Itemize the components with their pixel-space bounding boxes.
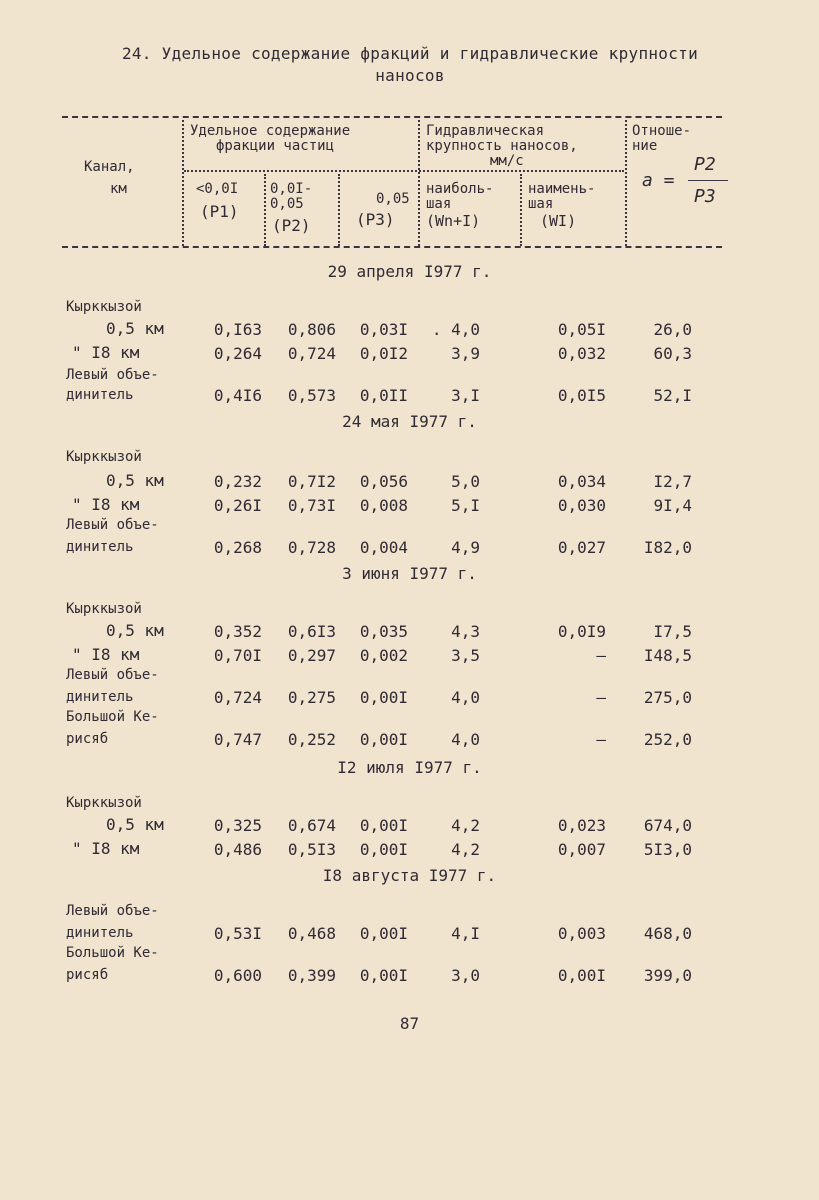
cell-p1: 0,53I [213,924,262,943]
header-hydraulic: Гидравлическая [426,123,545,139]
row-name: 0,5 км [106,471,164,490]
cell-p2: 0,724 [287,344,336,363]
cell-p3: 0,00I [359,966,408,985]
header-divider [338,174,340,246]
cell-wmin: 0,00I [557,966,606,985]
header-min-symbol: (WI) [540,212,577,230]
cell-p1: 0,747 [213,730,262,749]
cell-wmin: 0,027 [557,538,606,557]
cell-wmin: 0,034 [557,472,606,491]
cell-p1: 0,264 [213,344,262,363]
cell-p2: 0,399 [287,966,336,985]
cell-wmin: 0,0I5 [557,386,606,405]
cell-p2: 0,6I3 [287,622,336,641]
cell-a: 52,I [653,386,692,405]
cell-wmin: 0,007 [557,840,606,859]
cell-wmin: 0,030 [557,496,606,515]
cell-p3: 0,00I [359,816,408,835]
row-name: " I8 км [72,839,140,858]
table-title: 24. Удельное содержание фракций и гидравлические крупности [121,44,699,63]
cell-p1: 0,4I6 [213,386,262,405]
cell-a: I48,5 [643,646,692,665]
header-fraction-3: 0,05 [376,191,410,207]
cell-wmin: – [596,688,606,707]
header-ratio: Отноше- [632,123,692,139]
cell-p3: 0,00I [359,730,408,749]
row-name: 0,5 км [106,815,164,834]
header-fraction-1: <0,0I [196,181,239,197]
ratio-formula-numerator: P2 [694,154,716,175]
header-min: наимень- [528,181,596,197]
cell-p1: 0,325 [213,816,262,835]
cell-p3: 0,00I [359,688,408,707]
cell-wmax: 3,0 [451,966,480,985]
cell-a: 26,0 [653,320,692,339]
cell-p3: 0,008 [359,496,408,515]
cell-p1: 0,352 [213,622,262,641]
cell-wmax: 3,9 [451,344,480,363]
header-top-rule [62,116,722,118]
row-name: рисяб [66,731,109,747]
cell-p2: 0,7I2 [287,472,336,491]
cell-a: 252,0 [643,730,692,749]
cell-p3: 0,0I2 [359,344,408,363]
header-max: наиболь- [426,181,494,197]
header-hydraulic: крупность наносов, [426,138,578,154]
row-name: динитель [66,689,134,705]
date-heading: 29 апреля I977 г. [327,262,492,281]
cell-p2: 0,468 [287,924,336,943]
row-name: Левый объе- [66,667,159,683]
header-divider [418,120,420,246]
cell-a: 275,0 [643,688,692,707]
cell-wmin: 0,0I9 [557,622,606,641]
cell-p2: 0,5I3 [287,840,336,859]
header-fraction-1-symbol: (P1) [200,202,239,221]
cell-wmax: 4,0 [451,688,480,707]
row-name: Кырккызой [66,299,142,315]
row-name: " I8 км [72,645,140,664]
row-name: 0,5 км [106,319,164,338]
header-specific-content: Удельное содержание [190,123,351,139]
cell-a: I7,5 [653,622,692,641]
header-mid-rule [184,170,624,172]
row-name: рисяб [66,967,109,983]
cell-p2: 0,573 [287,386,336,405]
cell-a: I2,7 [653,472,692,491]
cell-p2: 0,728 [287,538,336,557]
header-fraction-2: 0,05 [270,196,304,212]
cell-wmin: 0,023 [557,816,606,835]
cell-a: 468,0 [643,924,692,943]
header-divider [264,174,266,246]
cell-p1: 0,232 [213,472,262,491]
row-name: Кырккызой [66,795,142,811]
cell-wmin: – [596,646,606,665]
cell-wmin: 0,003 [557,924,606,943]
cell-wmax: 4,0 [451,730,480,749]
cell-p3: 0,035 [359,622,408,641]
row-name: " I8 км [72,495,140,514]
cell-wmax: 4,3 [451,622,480,641]
page-number: 87 [399,1014,420,1033]
fraction-bar [688,180,728,181]
cell-p3: 0,004 [359,538,408,557]
cell-wmin: – [596,730,606,749]
cell-wmax: 3,5 [451,646,480,665]
header-canal-unit: км [110,181,127,197]
ratio-formula-denominator: P3 [694,186,716,207]
row-name: Кырккызой [66,449,142,465]
header-ratio: ние [632,138,658,154]
header-max: шая [426,196,452,212]
date-heading: I8 августа I977 г. [322,866,497,885]
cell-wmax: 5,I [451,496,480,515]
row-name: Левый объе- [66,517,159,533]
row-name: Большой Ке- [66,945,159,961]
row-name: динитель [66,539,134,555]
row-name: Левый объе- [66,903,159,919]
cell-p3: 0,0II [359,386,408,405]
header-fraction-2-symbol: (P2) [272,216,311,235]
row-name: 0,5 км [106,621,164,640]
header-hydraulic-unit: мм/с [490,153,524,169]
cell-p2: 0,806 [287,320,336,339]
cell-a: 674,0 [643,816,692,835]
header-divider [625,120,627,246]
cell-wmax: 4,2 [451,840,480,859]
cell-p1: 0,486 [213,840,262,859]
header-specific-content: фракции частиц [216,138,335,154]
header-min: шая [528,196,554,212]
cell-wmax: 3,I [451,386,480,405]
cell-p1: 0,724 [213,688,262,707]
cell-p3: 0,00I [359,840,408,859]
cell-wmax: 4,I [451,924,480,943]
cell-p1: 0,70I [213,646,262,665]
date-heading: 24 мая I977 г. [342,412,477,431]
cell-p3: 0,00I [359,924,408,943]
cell-a: 5I3,0 [643,840,692,859]
cell-p2: 0,674 [287,816,336,835]
cell-wmin: 0,032 [557,344,606,363]
cell-p2: 0,297 [287,646,336,665]
row-name: Левый объе- [66,367,159,383]
cell-a: 399,0 [643,966,692,985]
header-max-symbol: (Wn+I) [426,212,481,230]
cell-p1: 0,26I [213,496,262,515]
cell-p2: 0,275 [287,688,336,707]
cell-a: 9I,4 [653,496,692,515]
row-name: динитель [66,387,134,403]
cell-a: 60,3 [653,344,692,363]
row-name: Большой Ке- [66,709,159,725]
cell-wmin: 0,05I [557,320,606,339]
cell-p3: 0,002 [359,646,408,665]
row-name: Кырккызой [66,601,142,617]
cell-wmax: 5,0 [451,472,480,491]
cell-p1: 0,I63 [213,320,262,339]
row-name: динитель [66,925,134,941]
row-name: " I8 км [72,343,140,362]
date-heading: I2 июля I977 г. [337,758,482,777]
cell-p1: 0,268 [213,538,262,557]
header-divider [182,120,184,246]
cell-p1: 0,600 [213,966,262,985]
header-fraction-2: 0,0I- [270,181,313,197]
cell-p3: 0,056 [359,472,408,491]
cell-wmax: 4,2 [451,816,480,835]
cell-p3: 0,03I [359,320,408,339]
header-fraction-3-symbol: (P3) [356,210,395,229]
cell-a: I82,0 [643,538,692,557]
cell-wmax: . 4,0 [431,320,480,339]
cell-wmax: 4,9 [451,538,480,557]
header-bottom-rule [62,246,722,248]
header-divider [520,174,522,246]
cell-p2: 0,73I [287,496,336,515]
header-canal: Канал, [84,159,135,175]
cell-p2: 0,252 [287,730,336,749]
table-title-continued: наносов [375,66,445,85]
ratio-formula-lhs: a = [642,170,675,191]
date-heading: 3 июня I977 г. [342,564,477,583]
